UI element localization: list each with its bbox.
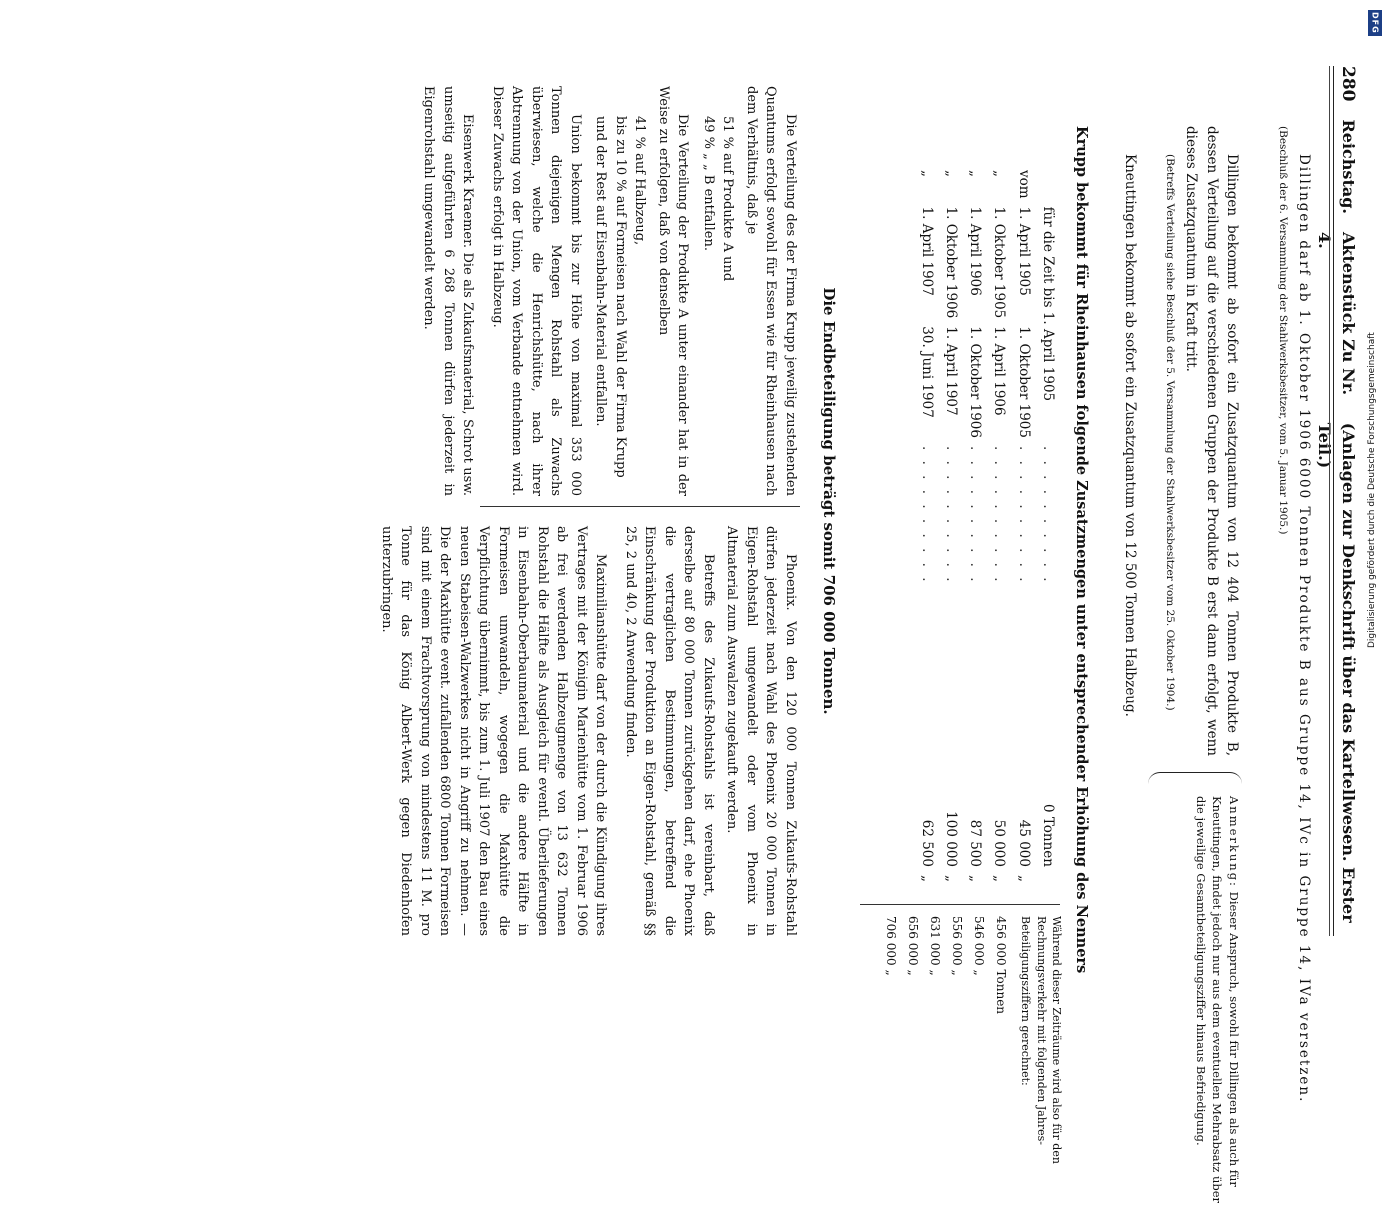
anmerkung-label: Anmerkung: [1227, 796, 1241, 888]
dillingen-zusatzquantum [1158, 126, 1243, 756]
table-row: „ 1. April 1907 30. Juni 1907 . . . . . . . . . . 62 500 „ [918, 170, 935, 882]
table-row: vom 1. April 1905 1. Oktober 1905 . . . . . . . . . . 45 000 „ [1015, 170, 1032, 882]
dot-leader: . . . . . . . . . . [1040, 446, 1056, 585]
pct-line: 51 % auf Produkte A und [720, 116, 736, 282]
page-header [1315, 66, 1360, 936]
kraemer-paragraph: Eisenwerk Kraemer. Die als Zukaufsmaterial, Schrot usw. umseitig aufgeführten 6 268 Tonnen dürfen jederzeit in Eigenrohstahl umgewandelt werden. [421, 86, 476, 496]
krupp-heading: Krupp bekommt für Rheinhausen folgende Zusatzmengen unter entsprechender Erhöhung des Nenners [1073, 126, 1090, 974]
jahres-beteiligung-column [880, 916, 1064, 1176]
header-right: (Anlagen zur Denkschrift über das Kartellwesen. Erster Teil.) [1315, 422, 1358, 923]
header-rule [1329, 66, 1330, 936]
dillingen1-text: Dillingen darf ab 1. Oktober 1906 6000 Tonnen Produkte B aus Gruppe 14, IVc in Gruppe 14, IVa versetzen. [1296, 154, 1312, 1104]
side-value: 456 000 Tonnen [993, 916, 1008, 1015]
dillingen2-note: (Betreffs Verteilung siehe Beschluß der 5. Versammlung der Stahlwerksbesitzer vom 25. Oktober 1904.) [1164, 154, 1177, 711]
pct-line: 49 % „ „ B entfallen. [701, 116, 716, 251]
intro-value: 0 Tonnen [1040, 803, 1056, 867]
anmerkung [1192, 796, 1242, 1216]
side-value: 556 000 „ [949, 916, 964, 976]
krupp-verteilung: Die Verteilung des der Firma Krupp jeweilig zustehenden Quantums erfolgt sowohl für Essen wie für Rheinhausen nach dem Verhältnis, daß je [744, 86, 798, 496]
krupp-zusatz-table [915, 166, 1061, 886]
kneuttingen-text: Kneuttingen bekommt ab sofort ein Zusatzquantum von 12 500 Tonnen Halbzeug. [1122, 154, 1138, 717]
left-column [415, 86, 800, 496]
dillingen1-note: (Beschluß der 6. Versammlung der Stahlwerksbesitzer, vom 5. Januar 1905.) [1276, 126, 1289, 535]
pct-line: bis zu 10 % auf Formeisen nach Wahl der Firma Krupp [613, 116, 628, 478]
phoenix-paragraph: Phoenix. Von den 120 000 Tonnen Zukaufs-Rohstahl dürfen jederzeit nach Wahl des Phoenix 20 000 Tonnen in Eigen-Rohstahl umgewandelt oder vom Phoenix in Altmaterial zum Auswalzen zugekauft werden. [724, 526, 798, 936]
side-value: 546 000 „ [971, 916, 986, 976]
page-number: 280 [1338, 66, 1358, 102]
produkte-a-verteilung: Die Verteilung der Produkte A unter einander hat in der Weise zu erfolgen, daß von denselben [656, 86, 691, 496]
maximilianshuette-paragraph: Maximilianshütte darf von der durch die Kündigung ihres Vertrages mit der Königin Marienhütte vom 1. Februar 1906 ab frei werdenden Halbzeugmenge von 13 632 Tonnen Rohstahl die Hälfte als Ausgleich für eventl. Überlieferungen in Eisenbahn-Oberbaumaterial und die andere Hälfte in Formeisen umwandeln, wogegen die Maxhütte die Verpflichtung übernimmt, bis zum 1. Juli 1907 den Bau eines neuen Stabeisen-Walzwerkes nicht in Angriff zu nehmen. — Die der Maxhütte event. zufallenden 6800 Tonnen Formeisen sind mit einem Frachtvorsprung von mindestens 11 M. pro Tonne für das König Albert-Werk gegen Diedenhofen unterzubringen. [379, 526, 609, 936]
union-paragraph: Union bekommt bis zur Höhe von maximal 353 000 Tonnen diejenigen Mengen Rohstahl als Zuwachs überwiesen, welche die Henrichshütte, nach ihrer Abtrennung von der Union, vom Verbande entnehmen wird. Dieser Zuwachs erfolgt in Halbzeug. [490, 86, 583, 496]
dfg-logo: DFG [1368, 10, 1382, 36]
digitization-credit: Digitalisierung gefördert durch die Deutsche Forschungsgemeinschaft [1367, 332, 1377, 648]
column-separator [480, 506, 800, 507]
header-left: Reichstag. [1339, 119, 1358, 214]
table-row [1036, 166, 1060, 886]
endbeteiligung-title: Die Endbeteiligung beträgt somit 706 000 Tonnen. [820, 287, 838, 715]
anmerkung-text: Dieser Anspruch, sowohl für Dillingen als auch für Kneuttingen, findet jedoch nur aus dem eventuellen Mehrabsatz über die jeweilige Gesamtbeteiligungsziffer hinaus Befriedigung. [1193, 796, 1241, 1204]
zukauf-paragraph: Betreffs des Zukaufs-Rohstahls ist vereinbart, daß derselbe auf 80 000 Tonnen zurückgehen darf, ehe Phoenix die vertraglichen Bestimmungen, betreffend die Einschränkung der Produktion an Eigen-Rohstahl, gemäß §§ 25, 2 und 40, 2 Anwendung finden. [623, 526, 716, 936]
pct-line: und der Rest auf Eisenbahn-Material entfallen. [593, 116, 609, 427]
pct-line: 41 % auf Halbzeug, [632, 116, 648, 246]
intro-cell: für die Zeit bis 1. April 1905 [1040, 206, 1056, 402]
rotated-document-page [110, 66, 1360, 1204]
dillingen-versetzung [1270, 126, 1314, 1206]
side-value: 656 000 „ [905, 916, 920, 976]
table-row: „ 1. Oktober 1906 1. April 1907 . . . . . . . . . . 100 000 „ [943, 170, 959, 882]
table-row: „ 1. April 1906 1. Oktober 1906 . . . . . . . . . . 87 500 „ [967, 170, 984, 882]
header-center: Aktenstück Zu Nr. 4. [1315, 231, 1358, 396]
side-divider [860, 904, 1060, 905]
side-heading: Während dieser Zeiträume wird also für den Rechnungsverkehr mit folgenden Jahres-Beteiligungsziffern gerechnet: [1019, 916, 1063, 1164]
right-column [373, 526, 801, 936]
side-value: 706 000 „ [883, 916, 898, 976]
dillingen2-text: Dillingen bekommt ab sofort ein Zusatzquantum von 12 404 Tonnen Produkte B, dessen Verteilung auf die verschiedenen Gruppen der Produkte B erst dann erfolgt, wenn dieses Zusatzquantum in Kraft tritt. [1183, 126, 1240, 756]
brace [1148, 772, 1242, 793]
table-row: „ 1. Oktober 1905 1. April 1906 . . . . . . . . . . 50 000 „ [991, 170, 1008, 882]
side-value: 631 000 „ [927, 916, 942, 976]
kneuttingen-zusatzquantum [1116, 126, 1140, 1206]
